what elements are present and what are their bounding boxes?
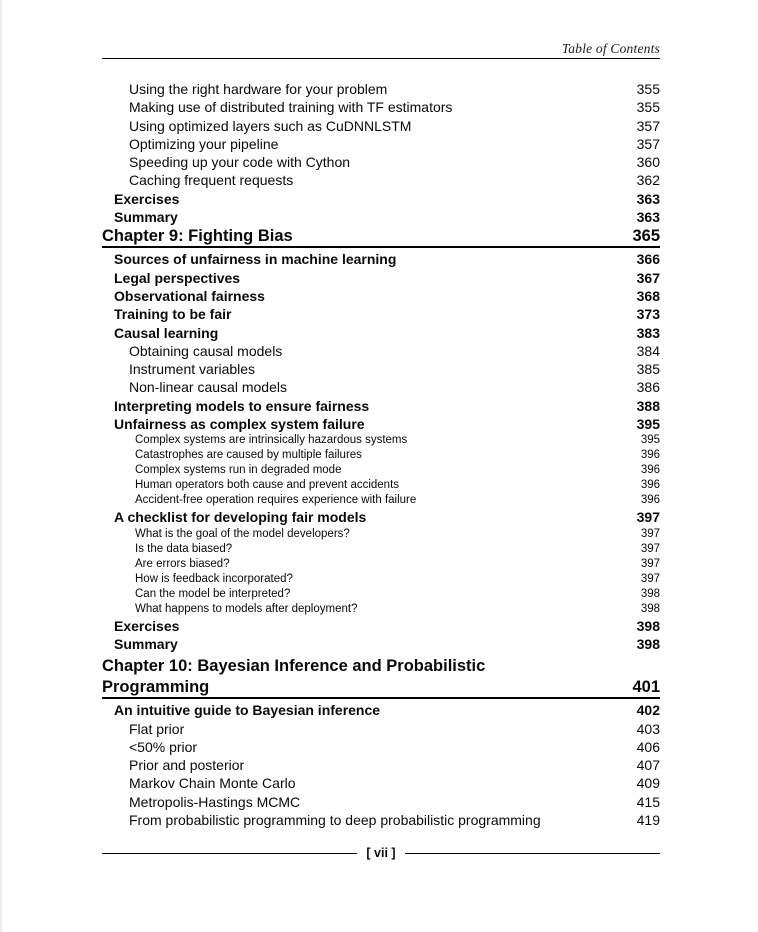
toc-entry-page: 396	[640, 494, 660, 507]
toc-entry-page: 397	[640, 572, 660, 585]
toc-entry-page: 415	[636, 793, 660, 810]
toc-entry	[102, 397, 660, 415]
toc-entry-page: 396	[640, 464, 660, 477]
toc-entry-title: Are errors biased?	[135, 557, 230, 570]
toc-entry	[102, 287, 660, 305]
toc-entry-title: Speeding up your code with Cython	[129, 154, 351, 171]
toc-entry	[102, 738, 660, 756]
toc-entry-title: Chapter 9: Fighting Bias	[102, 227, 293, 246]
toc-entry-page: 368	[636, 287, 660, 304]
toc-entry-page: 366	[636, 251, 660, 268]
toc-entry-title: Complex systems run in degraded mode	[135, 464, 342, 477]
toc-entry	[102, 269, 660, 287]
toc-entry-title: Optimizing your pipeline	[129, 135, 279, 152]
toc-entry	[102, 171, 660, 189]
toc-entry-title: Summary	[114, 209, 178, 226]
toc-entry-title: Exercises	[114, 617, 180, 634]
toc-entry	[102, 572, 660, 587]
toc-entry-page: 362	[636, 172, 660, 189]
toc-entry-page: 365	[632, 227, 660, 246]
toc-entry-title: Interpreting models to ensure fairness	[114, 397, 370, 414]
toc-entry-title: Complex systems are intrinsically hazardous systems	[135, 434, 408, 447]
toc-entry-title: Programming	[102, 678, 210, 697]
toc-entry	[102, 448, 660, 463]
toc-entry	[102, 433, 660, 448]
toc-entry-title: Observational fairness	[114, 287, 265, 304]
toc-entry	[102, 602, 660, 617]
toc-entry-page: 397	[640, 542, 660, 555]
toc-entry	[102, 811, 660, 829]
toc-entry	[102, 208, 660, 226]
toc-list	[102, 80, 660, 829]
toc-entry-title: Is the data biased?	[135, 542, 233, 555]
toc-entry-page: 395	[640, 434, 660, 447]
toc-entry-page: 385	[636, 361, 660, 378]
toc-entry-page: 398	[640, 587, 660, 600]
toc-entry-page: 355	[636, 81, 660, 97]
toc-entry-title: Caching frequent requests	[129, 172, 294, 189]
toc-entry-page: 396	[640, 479, 660, 492]
toc-entry-page: 357	[636, 117, 660, 134]
toc-entry	[102, 527, 660, 542]
toc-entry-page: 401	[632, 678, 660, 697]
toc-entry	[102, 190, 660, 208]
toc-entry	[102, 557, 660, 572]
toc-entry-title: Can the model be interpreted?	[135, 587, 291, 600]
toc-entry-title: Summary	[114, 635, 178, 652]
toc-entry-title: Causal learning	[114, 324, 219, 341]
footer-rule-right	[405, 853, 660, 854]
toc-entry-title: A checklist for developing fair models	[114, 509, 367, 526]
toc-entry	[102, 324, 660, 342]
toc-entry-title: Non-linear causal models	[129, 379, 287, 396]
toc-entry-page: 407	[636, 757, 660, 774]
toc-entry-title: Human operators both cause and prevent accidents	[135, 479, 400, 492]
toc-entry-title: Metropolis-Hastings MCMC	[129, 793, 301, 810]
toc-entry-title: Flat prior	[129, 720, 185, 737]
toc-entry-page: 402	[636, 702, 660, 719]
toc-chapter-entry	[102, 226, 660, 248]
toc-entry-page: 406	[636, 738, 660, 755]
toc-entry-page: 397	[640, 557, 660, 570]
toc-entry-page: 419	[636, 812, 660, 829]
toc-entry-title: Using the right hardware for your problem	[129, 81, 388, 97]
toc-entry-page: 367	[636, 269, 660, 286]
toc-chapter-entry	[102, 655, 660, 677]
toc-entry-title: Unfairness as complex system failure	[114, 416, 365, 433]
toc-entry-title: Obtaining causal models	[129, 342, 283, 359]
toc-entry-page: 397	[640, 527, 660, 540]
toc-entry	[102, 135, 660, 153]
toc-entry-page: 398	[636, 617, 660, 634]
toc-entry-title: What happens to models after deployment?	[135, 602, 358, 615]
toc-entry-page: 383	[636, 324, 660, 341]
toc-entry-title: Sources of unfairness in machine learning	[114, 251, 397, 268]
toc-entry-page: 397	[636, 509, 660, 526]
toc-entry-title: <50% prior	[129, 738, 198, 755]
toc-entry	[102, 542, 660, 557]
toc-entry	[102, 617, 660, 635]
toc-entry	[102, 701, 660, 719]
toc-entry-title: Chapter 10: Bayesian Inference and Probabilistic	[102, 657, 486, 676]
toc-entry-title: Exercises	[114, 190, 180, 207]
toc-entry	[102, 117, 660, 135]
toc-entry	[102, 98, 660, 116]
toc-entry-page: 357	[636, 135, 660, 152]
toc-entry	[102, 720, 660, 738]
toc-entry-title: Legal perspectives	[114, 269, 241, 286]
toc-entry-title: How is feedback incorporated?	[135, 572, 293, 585]
running-header	[102, 40, 660, 58]
toc-entry-page: 388	[636, 397, 660, 414]
toc-entry	[102, 378, 660, 396]
toc-entry	[102, 635, 660, 653]
toc-entry-page: 398	[636, 635, 660, 652]
toc-entry-title: Prior and posterior	[129, 757, 245, 774]
toc-entry-page: 398	[640, 602, 660, 615]
running-header-title: Table of Contents	[561, 41, 660, 56]
toc-entry-title: Markov Chain Monte Carlo	[129, 775, 296, 792]
toc-entry-title: An intuitive guide to Bayesian inference	[114, 702, 381, 719]
toc-entry-title: Training to be fair	[114, 306, 232, 323]
toc-entry	[102, 463, 660, 478]
toc-entry-page: 409	[636, 775, 660, 792]
toc-entry-page: 384	[636, 342, 660, 359]
toc-entry-page: 386	[636, 379, 660, 396]
toc-entry-title: Using optimized layers such as CuDNNLSTM	[129, 117, 412, 134]
toc-entry	[102, 587, 660, 602]
footer-page-number: [ vii ]	[366, 846, 396, 860]
toc-entry-page: 363	[636, 190, 660, 207]
toc-entry	[102, 774, 660, 792]
toc-entry-page: 396	[640, 449, 660, 462]
toc-entry-page: 355	[636, 99, 660, 116]
toc-entry-page: 363	[636, 209, 660, 226]
toc-entry	[102, 360, 660, 378]
toc-entry-title: Instrument variables	[129, 361, 256, 378]
toc-entry	[102, 250, 660, 268]
toc-entry-page: 403	[636, 720, 660, 737]
footer-rule-left	[102, 853, 357, 854]
toc-entry	[102, 478, 660, 493]
toc-entry	[102, 342, 660, 360]
header-rule	[102, 58, 660, 59]
toc-entry-page: 395	[636, 416, 660, 433]
toc-entry-title: Making use of distributed training with TF estimators	[129, 99, 453, 116]
toc-entry-title: Accident-free operation requires experience with failure	[135, 494, 417, 507]
toc-entry	[102, 508, 660, 526]
toc-entry	[102, 793, 660, 811]
toc-entry	[102, 415, 660, 433]
page-footer	[102, 846, 660, 860]
toc-entry	[102, 80, 660, 98]
toc-entry	[102, 493, 660, 508]
toc-entry	[102, 756, 660, 774]
toc-entry-title: What is the goal of the model developers?	[135, 527, 350, 540]
toc-entry-title: From probabilistic programming to deep probabilistic programming	[129, 812, 541, 829]
toc-entry	[102, 153, 660, 171]
toc-chapter-entry	[102, 677, 660, 699]
toc-entry-page: 373	[636, 306, 660, 323]
toc-entry-title: Catastrophes are caused by multiple failures	[135, 449, 362, 462]
toc-entry	[102, 305, 660, 323]
toc-entry-page: 360	[636, 154, 660, 171]
